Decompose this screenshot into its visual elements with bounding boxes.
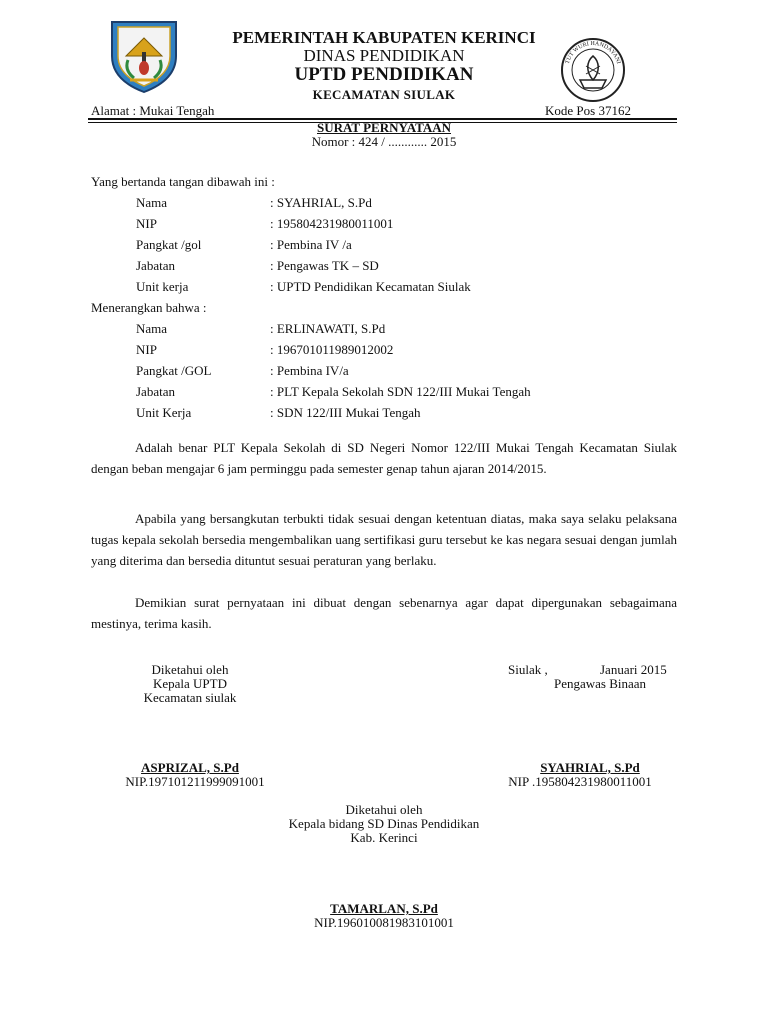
bottom-sig-line-1: Diketahui oleh [345, 802, 423, 817]
address-text: Alamat : Mukai Tengah [91, 103, 215, 118]
signer-name-label: Nama [136, 195, 168, 210]
left-sig-line-2: Kepala UPTD [152, 676, 227, 691]
document-title: SURAT PERNYATAAN [317, 120, 451, 135]
letterhead-line-1: PEMERINTAH KABUPATEN KERINCI [232, 28, 536, 47]
right-sig-name: SYAHRIAL, S.Pd [540, 760, 640, 775]
left-sig-line-1: Diketahui oleh [151, 662, 229, 677]
body-paragraph-3: Demikian surat pernyataan ini dibuat dengan sebenarnya agar dapat dipergunakan sebagaimana mestinya, terima kasih. [91, 595, 677, 631]
signer-name-value: : SYAHRIAL, S.Pd [270, 195, 372, 210]
subject-unit-label: Unit Kerja [136, 405, 192, 420]
right-sig-role: Pengawas Binaan [553, 676, 647, 691]
subject-name-value: : ERLINAWATI, S.Pd [270, 321, 386, 336]
right-sig-place: Siulak , [508, 662, 548, 677]
body-paragraph-1: Adalah benar PLT Kepala Sekolah di SD Negeri Nomor 122/III Mukai Tengah Kecamatan Siulak dengan beban mengajar 6 jam perminggu pada semester genap tahun ajaran 2014/2015. [91, 440, 677, 476]
left-sig-name: ASPRIZAL, S.Pd [141, 760, 239, 775]
subject-rank-label: Pangkat /GOL [136, 363, 212, 378]
subject-name-label: Nama [136, 321, 168, 336]
signer-position-label: Jabatan [136, 258, 175, 273]
declares-text: Menerangkan bahwa : [91, 300, 207, 315]
document-number: Nomor : 424 / ............ 2015 [311, 134, 457, 149]
right-sig-nip: NIP .195804231980011001 [508, 774, 652, 789]
body-paragraph-2: Apabila yang bersangkutan terbukti tidak sesuai dengan ketentuan diatas, maka saya selaku pelaksana tugas kepala sekolah bersedia mengembalikan uang sertifikasi guru tersebut ke kas negara sesuai dengan jumlah yang diterima dan bersedia dituntut sesuai peraturan yang berlaku. [91, 511, 677, 568]
svg-text:TUT WURI HANDAYANI [565, 41, 621, 65]
intro-text: Yang bertanda tangan dibawah ini : [91, 174, 275, 189]
signer-rank-value: : Pembina IV /a [270, 237, 352, 252]
subject-position-value: : PLT Kepala Sekolah SDN 122/III Mukai Tengah [270, 384, 531, 399]
left-sig-line-3: Kecamatan siulak [143, 690, 237, 705]
bottom-sig-nip: NIP.196010081983101001 [314, 915, 454, 930]
letterhead-line-4: KECAMATAN SIULAK [312, 87, 456, 102]
bottom-sig-name: TAMARLAN, S.Pd [330, 901, 438, 916]
signer-nip-label: NIP [136, 216, 157, 231]
bottom-sig-line-3: Kab. Kerinci [350, 830, 418, 845]
subject-rank-value: : Pembina IV/a [270, 363, 349, 378]
letterhead-line-3: UPTD PENDIDIKAN [294, 64, 474, 85]
letterhead-line-2: DINAS PENDIDIKAN [303, 46, 465, 65]
subject-nip-label: NIP [136, 342, 157, 357]
postcode-text: Kode Pos 37162 [545, 103, 631, 118]
kerinci-emblem-logo [104, 16, 184, 94]
signer-unit-label: Unit kerja [136, 279, 189, 294]
subject-unit-value: : SDN 122/III Mukai Tengah [270, 405, 421, 420]
signer-nip-value: : 195804231980011001 [270, 216, 394, 231]
bottom-sig-line-2: Kepala bidang SD Dinas Pendidikan [288, 816, 480, 831]
tut-wuri-handayani-logo [556, 36, 630, 106]
signer-unit-value: : UPTD Pendidikan Kecamatan Siulak [270, 279, 471, 294]
subject-nip-value: : 196701011989012002 [270, 342, 394, 357]
logo-lettering: TUT WURI HANDAYANI [564, 40, 622, 65]
signer-position-value: : Pengawas TK – SD [270, 258, 379, 273]
right-sig-date: Januari 2015 [600, 662, 667, 677]
left-sig-nip: NIP.197101211999091001 [125, 774, 265, 789]
subject-position-label: Jabatan [136, 384, 175, 399]
signer-rank-label: Pangkat /gol [136, 237, 202, 252]
